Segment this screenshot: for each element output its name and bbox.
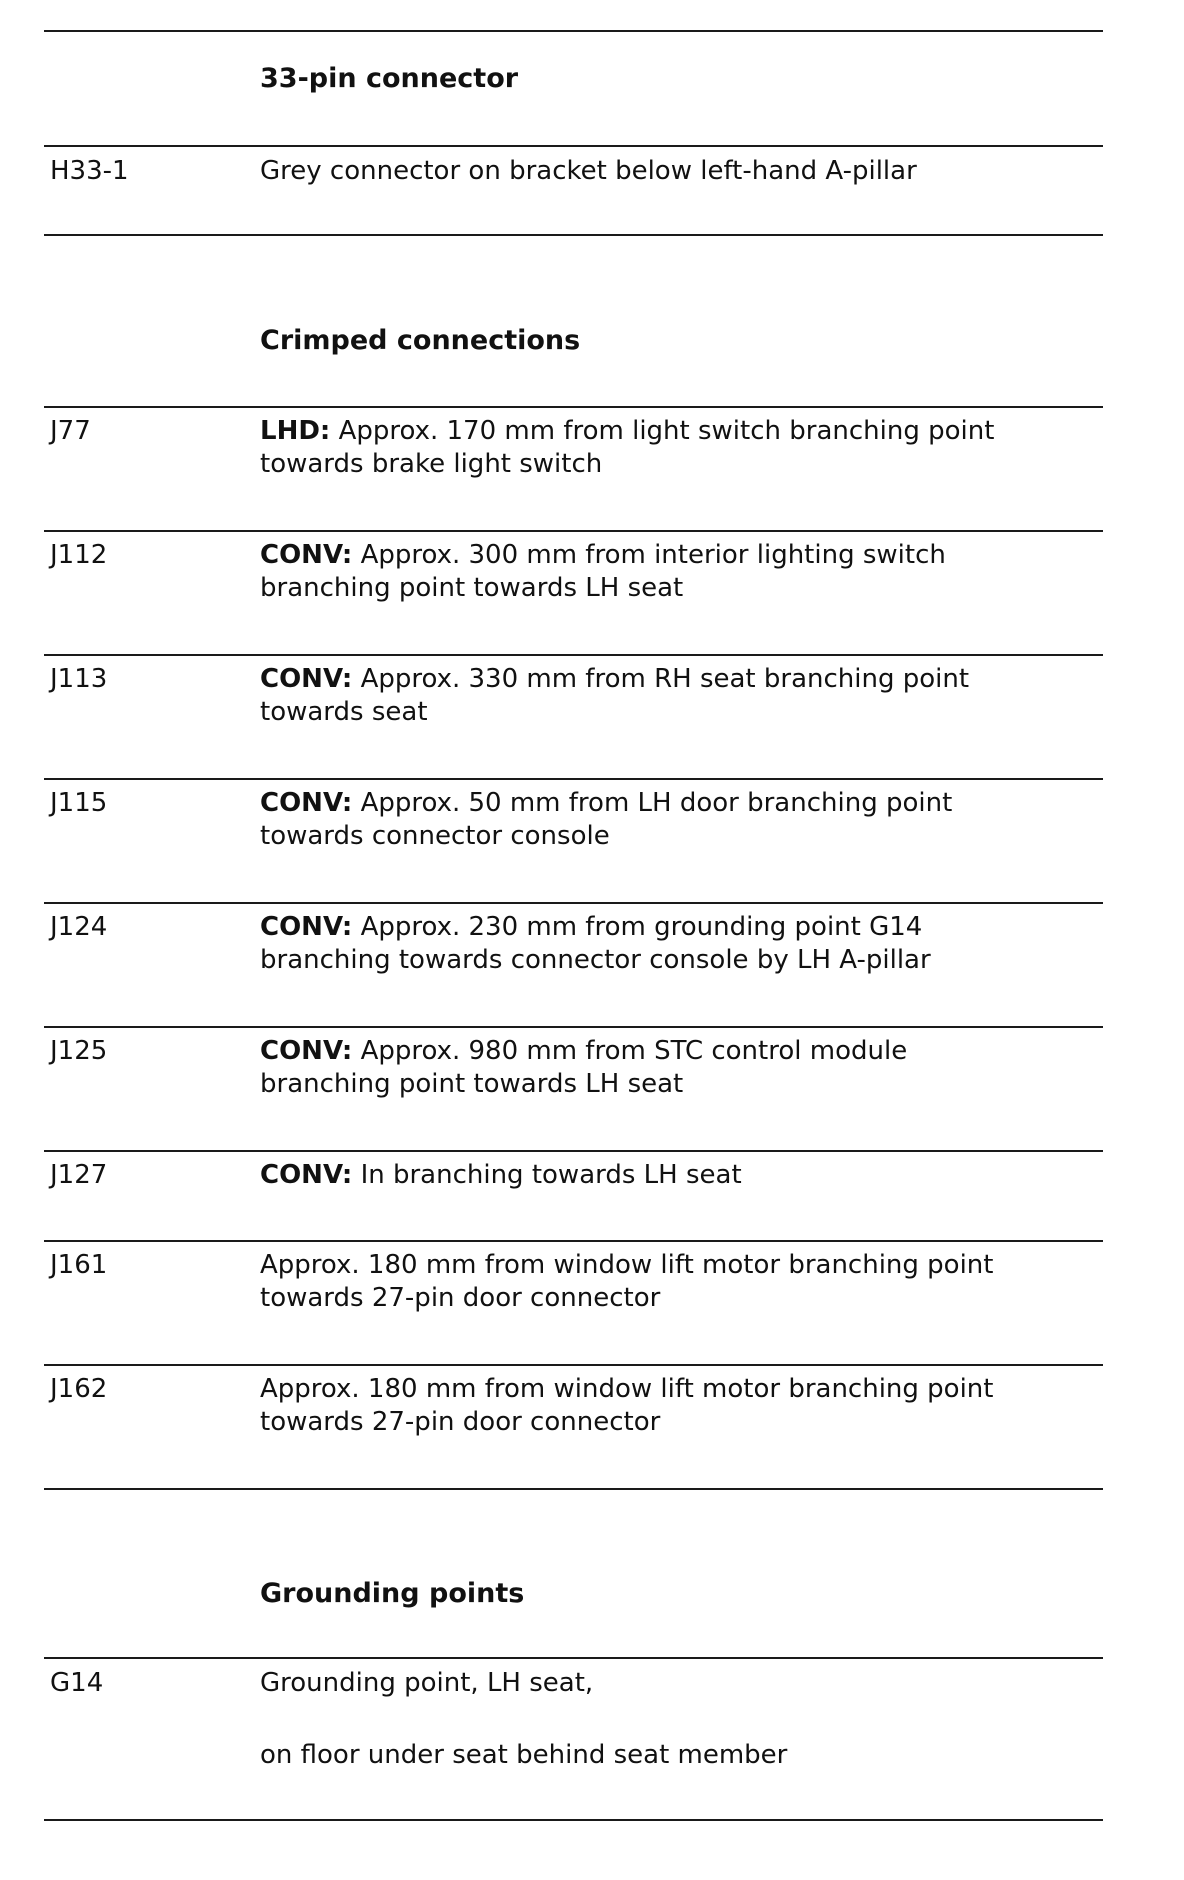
- code-g14: G14: [50, 1668, 104, 1698]
- desc-j162: [260, 1373, 1100, 1439]
- desc-line2: on floor under seat behind seat member: [260, 1740, 788, 1770]
- divider: [44, 1026, 1103, 1028]
- tag-conv: CONV:: [260, 540, 353, 570]
- desc-line2: branching point towards LH seat: [260, 573, 684, 603]
- code-h33-1: H33-1: [50, 156, 129, 186]
- tag-conv: CONV:: [260, 912, 353, 942]
- divider: [44, 1488, 1103, 1490]
- desc-j127: [260, 1159, 1100, 1192]
- divider: [44, 234, 1103, 236]
- desc-j161: [260, 1249, 1100, 1315]
- desc-line2: towards 27-pin door connector: [260, 1283, 661, 1313]
- divider: [44, 1657, 1103, 1659]
- divider: [44, 1819, 1103, 1821]
- desc-line2: towards 27-pin door connector: [260, 1407, 661, 1437]
- code-j112: J112: [50, 540, 108, 570]
- desc-line1: Grounding point, LH seat,: [260, 1668, 594, 1698]
- desc-line1: Approx. 50 mm from LH door branching point: [360, 788, 953, 818]
- desc-line2: towards seat: [260, 697, 428, 727]
- desc-j113: [260, 663, 1100, 729]
- desc-j112: [260, 539, 1100, 605]
- divider: [44, 778, 1103, 780]
- code-j124: J124: [50, 912, 108, 942]
- tag-lhd: LHD:: [260, 416, 331, 446]
- tag-conv: CONV:: [260, 788, 353, 818]
- desc-line1: Approx. 180 mm from window lift motor branching point: [260, 1374, 994, 1404]
- desc-g14-line2: [260, 1739, 1100, 1772]
- code-j125: J125: [50, 1036, 108, 1066]
- desc-line2: towards brake light switch: [260, 449, 603, 479]
- divider: [44, 654, 1103, 656]
- code-j161: J161: [50, 1250, 108, 1280]
- divider: [44, 530, 1103, 532]
- desc-line2: towards connector console: [260, 821, 610, 851]
- tag-conv: CONV:: [260, 1036, 353, 1066]
- desc-line1: Approx. 180 mm from window lift motor branching point: [260, 1250, 994, 1280]
- code-j77: J77: [50, 416, 91, 446]
- desc-line1: Approx. 330 mm from RH seat branching point: [360, 664, 970, 694]
- divider: [44, 1240, 1103, 1242]
- section-heading-grounding: Grounding points: [260, 1578, 525, 1609]
- desc-line1: In branching towards LH seat: [360, 1160, 742, 1190]
- desc-h33-1: [260, 155, 1100, 188]
- desc-line1: Approx. 170 mm from light switch branching point: [338, 416, 995, 446]
- desc-line2: branching towards connector console by LH A-pillar: [260, 945, 931, 975]
- desc-j115: [260, 787, 1100, 853]
- desc-j125: [260, 1035, 1100, 1101]
- desc-g14-line1: [260, 1667, 1100, 1700]
- code-j115: J115: [50, 788, 108, 818]
- divider: [44, 145, 1103, 147]
- divider: [44, 406, 1103, 408]
- desc-j124: [260, 911, 1100, 977]
- divider: [44, 1150, 1103, 1152]
- section-heading-33-pin: 33-pin connector: [260, 63, 519, 94]
- desc-j77: [260, 415, 1100, 481]
- tag-conv: CONV:: [260, 1160, 353, 1190]
- divider: [44, 30, 1103, 32]
- desc-line1: Approx. 230 mm from grounding point G14: [360, 912, 923, 942]
- desc-line1: Approx. 980 mm from STC control module: [360, 1036, 908, 1066]
- divider: [44, 1364, 1103, 1366]
- tag-conv: CONV:: [260, 664, 353, 694]
- divider: [44, 902, 1103, 904]
- desc-line1: Approx. 300 mm from interior lighting switch: [360, 540, 946, 570]
- desc-text: Grey connector on bracket below left-hand A-pillar: [260, 156, 917, 186]
- code-j127: J127: [50, 1160, 108, 1190]
- code-j162: J162: [50, 1374, 108, 1404]
- section-heading-crimped: Crimped connections: [260, 325, 581, 356]
- desc-line2: branching point towards LH seat: [260, 1069, 684, 1099]
- code-j113: J113: [50, 664, 108, 694]
